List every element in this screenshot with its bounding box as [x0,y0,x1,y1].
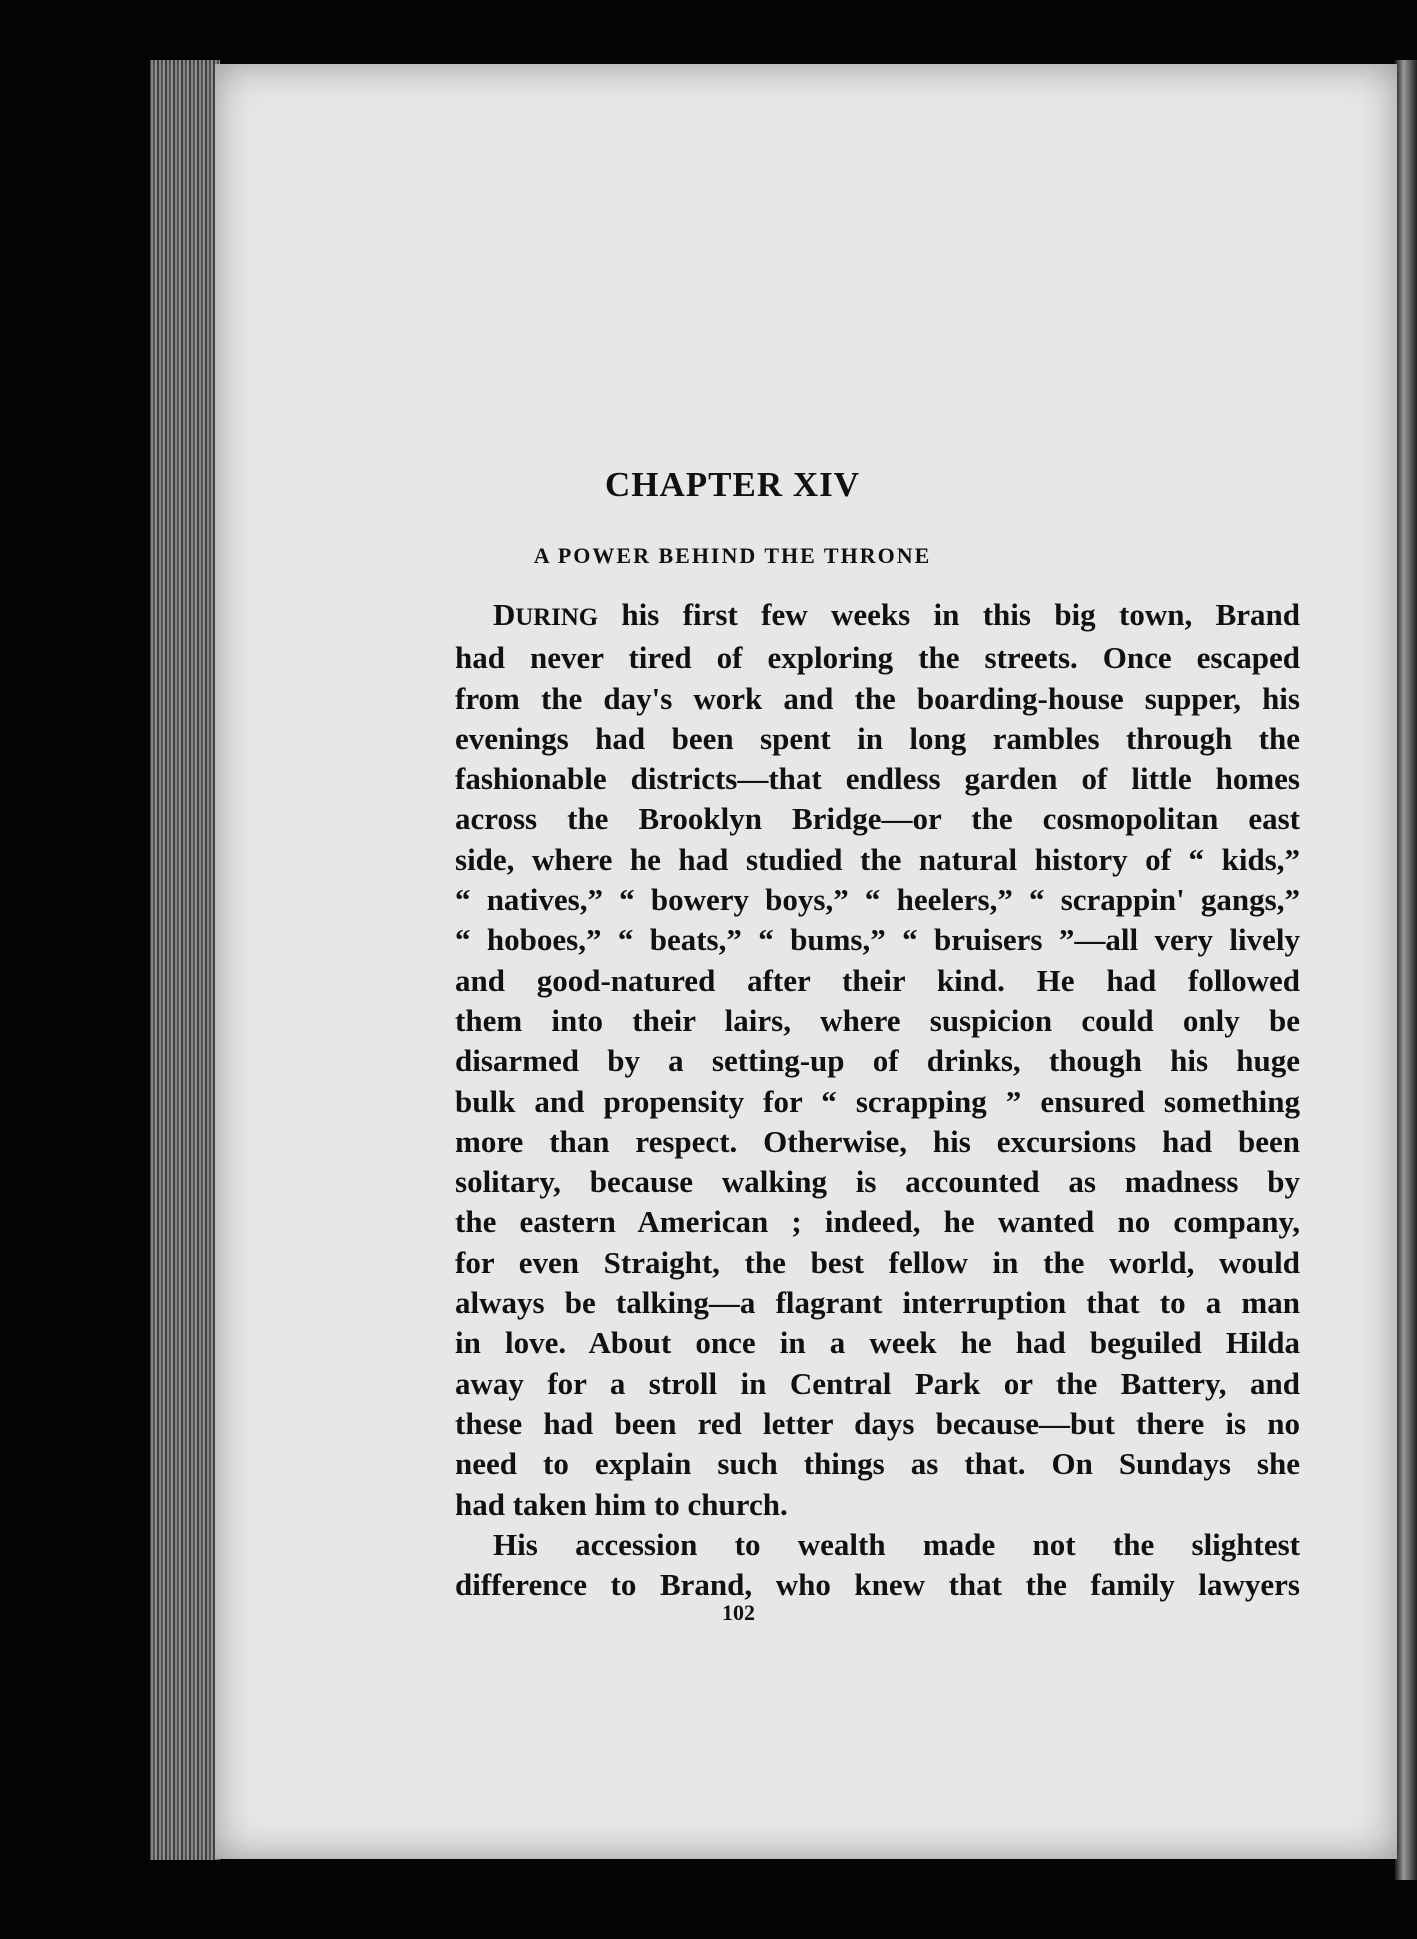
text-line: had taken him to church. [455,1486,788,1522]
text-line: evenings had been spent in long rambles through the [455,720,1300,756]
text-line: solitary, because walking is accounted as madness by [455,1164,1300,1200]
paragraph-1 [455,595,1300,1525]
text-line: more than respect. Otherwise, his excursions had been [455,1123,1300,1159]
paragraph-2 [455,1525,1300,1606]
chapter-title: CHAPTER XIV [604,465,861,504]
text-line: fashionable districts—that endless garden of little homes [455,761,1300,797]
text-line: disarmed by a setting-up of drinks, though his huge [455,1043,1300,1079]
drop-word-smallcaps: URING [515,604,599,631]
text-line: and good-natured after their kind. He had followed [455,962,1300,998]
text-line: in love. About once in a week he had beguiled Hilda [455,1325,1300,1361]
chapter-subtitle: A POWER BEHIND THE THRONE [533,543,932,568]
text-line: the eastern American ; indeed, he wanted no company, [455,1204,1300,1240]
text-line: always be talking—a flagrant interruption that to a man [455,1285,1300,1321]
text-line: side, where he had studied the natural history of “ kids,” [455,841,1300,877]
text-line: bulk and propensity for “ scrapping ” ensured something [455,1083,1300,1119]
text-line: from the day's work and the boarding-house supper, his [455,680,1300,716]
text-line: for even Straight, the best fellow in the world, would [455,1244,1300,1280]
text-line: had never tired of exploring the streets. Once escaped [455,640,1300,676]
text-line: His accession to wealth made not the slightest [493,1526,1300,1562]
text-line: difference to Brand, who knew that the family lawyers [455,1567,1300,1603]
drop-word-initial: D [493,597,516,632]
text-line: across the Brooklyn Bridge—or the cosmopolitan east [455,801,1300,837]
text-line: need to explain such things as that. On Sundays she [455,1446,1300,1482]
text-line: them into their lairs, where suspicion could only be [455,1002,1300,1038]
text-line [455,595,1300,638]
line-text: his first few weeks in this big town, Brand [598,597,1300,632]
book-page-edges [150,60,220,1860]
text-line: away for a stroll in Central Park or the Battery, and [455,1365,1300,1401]
text-line: “ natives,” “ bowery boys,” “ heelers,” “ scrappin' gangs,” [455,882,1300,918]
text-line: these had been red letter days because—but there is no [455,1405,1300,1441]
text-line: “ hoboes,” “ beats,” “ bums,” “ bruisers ”—all very lively [455,922,1300,958]
page-number: 102 [722,1600,755,1625]
chapter-body-text [455,595,1300,1605]
